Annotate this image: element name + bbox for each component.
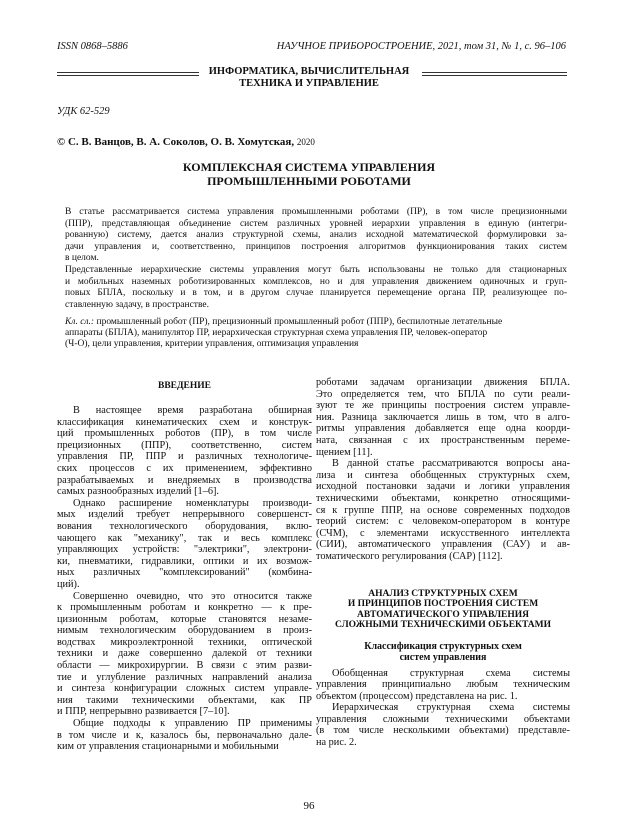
keywords-label: Кл. сл.: xyxy=(65,317,95,327)
text-line: и мобильных наземных роботизированных комплексов, но и для управления движением одиночных и груп- xyxy=(65,276,567,287)
text-line: объектом (процессом) представлена на рис. 1. xyxy=(316,690,518,702)
title-line: КОМПЛЕКСНАЯ СИСТЕМА УПРАВЛЕНИЯ xyxy=(182,160,436,174)
text-line: и ППР, непрерывно развивается [7–10]. xyxy=(57,706,230,718)
text-line: ных различных "комплексирований" (комбина- xyxy=(57,567,312,579)
abstract xyxy=(65,207,567,311)
text-line: нимым технологическим оборудованием в произ- xyxy=(57,625,312,637)
text-line: исходной постановки задачи и логики управления xyxy=(316,481,570,493)
rubric xyxy=(0,66,618,90)
text-line: повых БПЛА, поскольку и в том, и в другом случае планируется перемещение органа ПР, реализующее по- xyxy=(65,288,567,299)
text-line: прецизионных (ППР), соответственно, систем xyxy=(57,439,312,451)
text-line: Совершенно очевидно, что это относится также xyxy=(73,590,312,602)
text-line: ния. Разница заключается лишь в том, что в алго- xyxy=(316,411,570,423)
text-line: Это определяется тем, что БПЛА по сути реали- xyxy=(316,388,570,400)
text-line: управления ПР, ППР и различных технологиче- xyxy=(57,451,312,463)
text-line: цизионным роботам, которые становятся незаме- xyxy=(57,613,312,625)
title-line: ПРОМЫШЛЕННЫМИ РОБОТАМИ xyxy=(207,174,411,188)
text-line: ций промышленных роботов (ПР), в том числе xyxy=(57,428,312,440)
issn: ISSN 0868–5886 xyxy=(57,41,128,52)
text-line: классификация кинематических схем и конструк- xyxy=(57,416,312,428)
journal-citation: НАУЧНОЕ ПРИБОРОСТРОЕНИЕ, 2021, том 31, № 1, с. 96–106 xyxy=(276,41,566,52)
heading-line: АНАЛИЗ СТРУКТУРНЫХ СХЕМ xyxy=(368,588,518,599)
text-line: ния такими техническими объектами, как ПР xyxy=(57,694,312,706)
text-line: роботами задачам организации движения БПЛА. xyxy=(316,377,570,388)
text-line: самых разнообразных изделий [1–6]. xyxy=(57,486,220,498)
text-line: томатического регулирования (САР) [112]. xyxy=(316,550,503,562)
text-line: Представленные иерархические системы управления могут быть использованы не только для стационарных xyxy=(65,264,567,275)
subsection-heading xyxy=(316,641,570,664)
text-line: Иерархическая структурная схема системы xyxy=(332,702,570,714)
text-line: разрабатываемых и внедряемых в производства xyxy=(57,474,312,486)
heading-line: СЛОЖНЫМИ ТЕХНИЧЕСКИМИ ОБЪЕКТАМИ xyxy=(334,620,552,630)
text-line: ната, связанная с их пространственным переме- xyxy=(316,434,570,446)
text-line: (СЧМ), с элементами искусственного интеллекта xyxy=(316,527,570,539)
text-line: техники и даже совершенно далекой от техники xyxy=(57,648,312,660)
rubric-line: ТЕХНИКА И УПРАВЛЕНИЕ xyxy=(239,78,379,89)
text-line: ских процессов с их применением, эффективно xyxy=(57,462,312,474)
heading-line: АВТОМАТИЧЕСКОГО УПРАВЛЕНИЯ xyxy=(356,609,529,620)
text-line: ций). xyxy=(57,578,80,590)
text-line: вования технологического оборудования, вклю- xyxy=(57,520,312,532)
text-line: ким от управления стационарными и мобильными xyxy=(57,741,279,753)
text-line: В статье рассматривается система управления промышленными роботами (ПР), в том числе прецизионными xyxy=(65,207,567,217)
copyright-symbol: © xyxy=(57,136,66,148)
text-line: управляющих устройств: "электрики", электрони- xyxy=(57,544,312,556)
text-line: В данной статье рассматриваются вопросы ана- xyxy=(332,458,570,470)
text-line: управления принципиально любым техническим xyxy=(316,679,570,691)
text-line: в целом. xyxy=(65,253,99,264)
keywords-line: аппараты (БПЛА), манипулятор ПР, иерархическая структурная схема управления ПР, человек-оператор xyxy=(65,328,488,338)
heading-line: систем управления xyxy=(399,652,487,663)
text-line: лиза и синтеза обобщенных структурных схем, xyxy=(316,469,570,481)
section-heading-analysis xyxy=(316,589,570,631)
text-line: теорий систем: с человеком-оператором в контуре xyxy=(316,516,570,528)
text-line: ритмы управления добавляется еще одна коорди- xyxy=(316,423,570,435)
text-line: ки, пневматики, гидравлики, оптики и их возмож- xyxy=(57,555,312,567)
page-number: 96 xyxy=(303,800,315,812)
authors xyxy=(57,136,315,148)
text-line: (ППР), представляющая объединение систем различных уровней иерархии управления в единую (интегри- xyxy=(65,218,567,229)
year: 2020 xyxy=(296,137,315,147)
text-line: (в том числе несколькими объектами) представле- xyxy=(316,725,570,737)
heading-line: И ПРИНЦИПОВ ПОСТРОЕНИЯ СИСТЕМ xyxy=(347,599,539,609)
text-line: техническими объектами, конкретно относящими- xyxy=(316,492,570,504)
text-line: и синтеза конфигурации сложных систем управле- xyxy=(57,683,312,695)
text-line: ся к группе ППР, на основе современных подходов xyxy=(316,504,570,516)
heading-line: Классификация структурных схем xyxy=(364,640,522,652)
right-column xyxy=(316,377,570,749)
author-names: С. В. Ванцов, В. А. Соколов, О. В. Хомутская, xyxy=(67,136,295,148)
keywords xyxy=(65,317,567,350)
text-line: в том числе и к, казалось бы, первоначально дале- xyxy=(57,729,312,741)
text-line: рованную) систему, дается анализ структурной схемы, анализ исходной математической формулировки за- xyxy=(65,230,567,241)
text-line: В настоящее время разработана обширная xyxy=(73,405,312,416)
text-line: к промышленным роботам и конкретно — к пре- xyxy=(57,602,312,614)
text-line: Общие подходы к управлению ПР применимы xyxy=(73,718,312,730)
text-line: мых изделий требует непрерывного совершенст- xyxy=(57,509,312,521)
rubric-line: ИНФОРМАТИКА, ВЫЧИСЛИТЕЛЬНАЯ xyxy=(208,66,410,77)
text-line: щением [11]. xyxy=(316,446,373,458)
text-line: на рис. 2. xyxy=(316,737,357,749)
text-line: области — микрохирургии. В связи с этим разви- xyxy=(57,660,312,672)
left-column xyxy=(57,381,312,753)
text-line: зуют те же принципы построения систем управле- xyxy=(316,400,570,412)
article-title xyxy=(0,160,618,188)
text-line: чающего как "механику", так и весь комплекс xyxy=(57,532,312,544)
text-line: управления сложными техническими объектами xyxy=(316,713,570,725)
text-line: (СИИ), автоматического управления (САУ) и ав- xyxy=(316,539,570,551)
text-line: Однако расширение номенклатуры производи- xyxy=(73,497,312,509)
keywords-line: (Ч-О), цели управления, критерии управления, оптимизация управления xyxy=(65,339,359,349)
udk: УДК 62-529 xyxy=(57,106,110,117)
text-line: водствах микроэлектронной техники, оптической xyxy=(57,636,312,648)
text-line: дачи управления и, соответственно, принципов построения алгоритмов функционирования таких систем xyxy=(65,241,567,252)
section-heading-intro: ВВЕДЕНИЕ xyxy=(158,381,211,391)
text-line: тие и углубление различных направлений анализа xyxy=(57,671,312,683)
keywords-line: промышленный робот (ПР), прецизионный промышленный робот (ППР), беспилотные летательные xyxy=(96,317,503,327)
text-line: Обобщенная структурная схема системы xyxy=(332,667,570,679)
text-line: ставленную задачу, в пространстве. xyxy=(65,299,209,310)
